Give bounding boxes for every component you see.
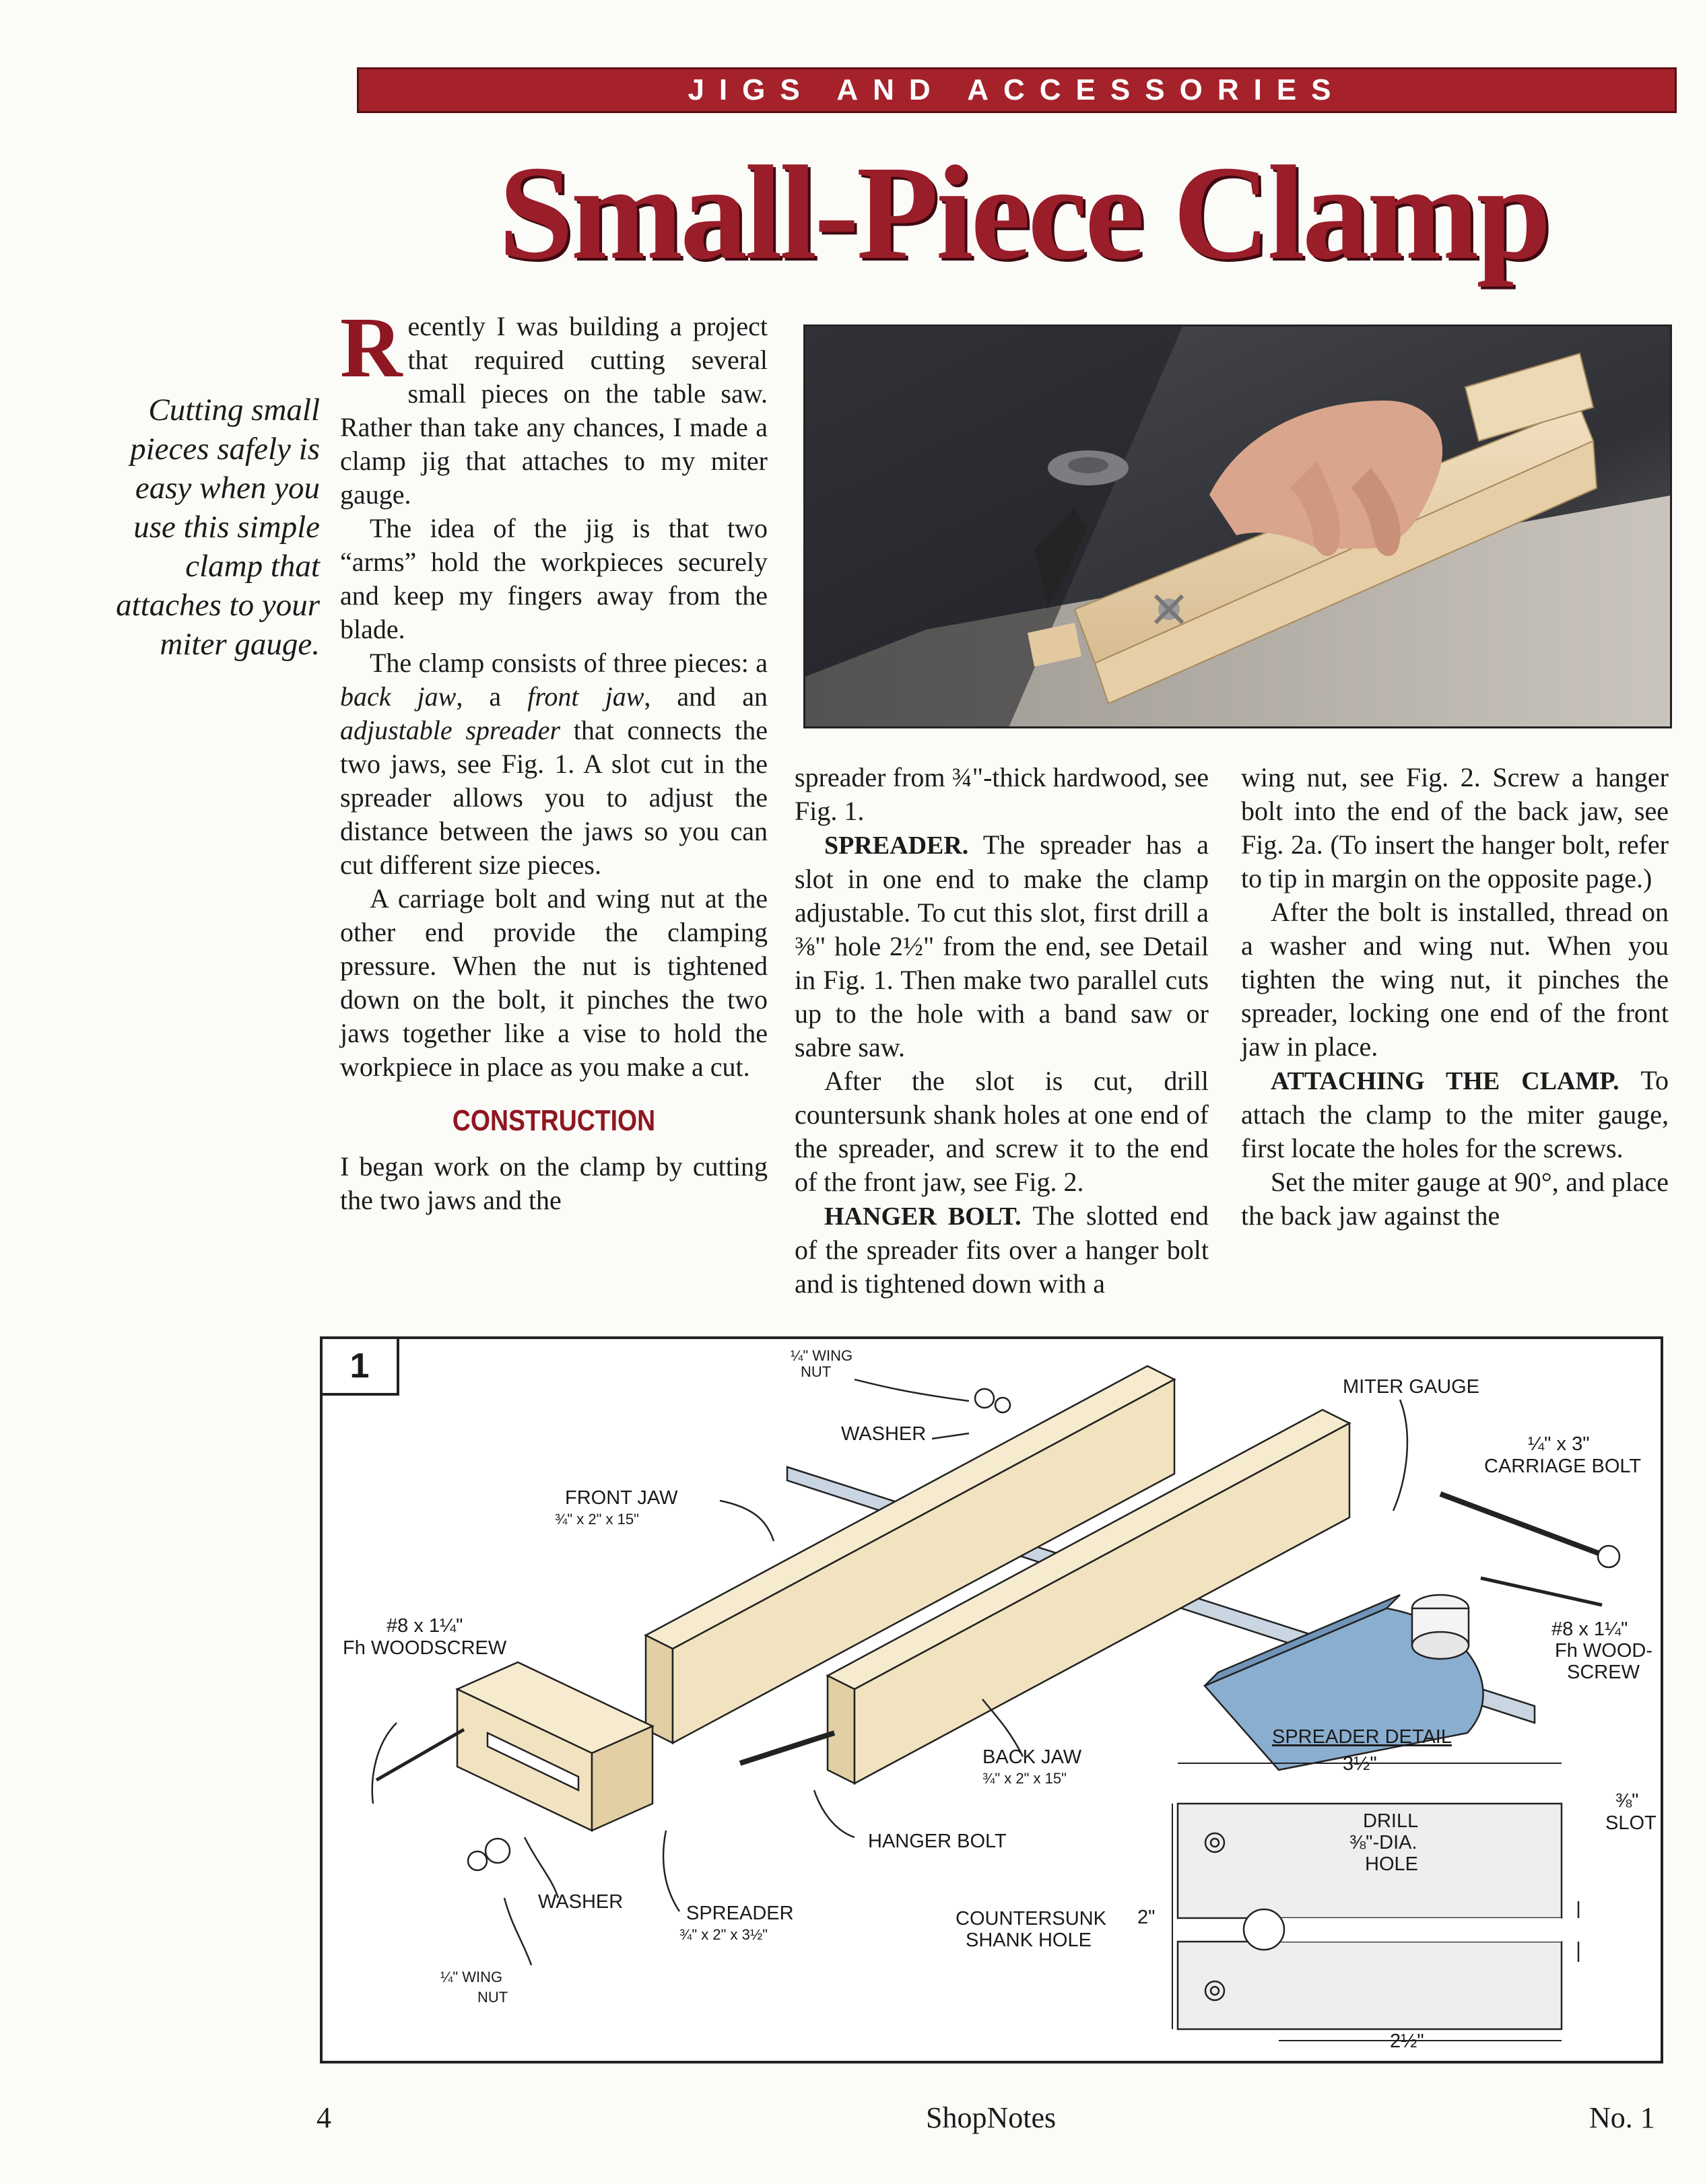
- label-woodscrew-right-3: SCREW: [1567, 1662, 1640, 1683]
- text-run: The slotted end of the spreader fits over a hanger bolt and is tightened down with a: [795, 1200, 1209, 1299]
- paragraph: After the bolt is installed, thread on a washer and wing nut. When you tighten the wing nut, it pinches the spreader, locking one end of the front jaw in place.: [1241, 897, 1669, 1062]
- label-countersunk: COUNTERSUNK: [956, 1908, 1106, 1930]
- exploded-diagram: [323, 1339, 1661, 2061]
- emphasis: front jaw: [527, 681, 644, 712]
- text-run: The clamp consists of three pieces: a: [370, 648, 768, 678]
- label-woodscrew-right-2: Fh WOOD-: [1555, 1640, 1652, 1662]
- label-woodscrew-left: #8 x 1¼": [387, 1615, 463, 1637]
- label-carriage-bolt: CARRIAGE BOLT: [1484, 1456, 1642, 1477]
- label-spreader-detail: SPREADER DETAIL: [1272, 1726, 1452, 1748]
- paragraph: Set the miter gauge at 90°, and place the back jaw against the: [1241, 1167, 1669, 1231]
- text-run: that connects the two jaws, see Fig. 1. A slot cut in the spreader allows you to adjust the distance between the jaws so you can cut different size pieces.: [340, 715, 768, 880]
- label-slot: SLOT: [1605, 1812, 1657, 1834]
- label-drill-hole: HOLE: [1365, 1853, 1418, 1875]
- run-in-heading: SPREADER.: [824, 831, 969, 860]
- section-banner: [357, 67, 1677, 113]
- label-wing-nut-bottom-2: NUT: [477, 1989, 508, 2006]
- label-back-jaw: BACK JAW: [982, 1746, 1082, 1768]
- article-column-1: [340, 300, 768, 1217]
- article-column-3: [1241, 761, 1669, 1233]
- label-spreader-size: ¾" x 2" x 3½": [679, 1926, 768, 1943]
- paragraph: A carriage bolt and wing nut at the other end provide the clamping pressure. When the nut is tightened down on the bolt, it pinches the two jaws together like a vise to hold the workpiece in place as you make a cut.: [340, 883, 768, 1082]
- paragraph: I began work on the clamp by cutting the two jaws and the: [340, 1151, 768, 1215]
- label-wing-nut-top: ¼" WING: [791, 1347, 853, 1364]
- sidebar-caption: Cutting small pieces safely is easy when you use this simple clamp that attaches to your miter gauge.: [116, 393, 320, 662]
- label-washer-bottom: WASHER: [538, 1891, 624, 1913]
- paragraph: [1241, 1064, 1669, 1165]
- label-slot-size: ⅜": [1615, 1790, 1639, 1812]
- label-hanger-bolt: HANGER BOLT: [868, 1831, 1007, 1852]
- label-woodscrew-left-2: Fh WOODSCREW: [343, 1637, 507, 1659]
- label-dim-bottom: 2½": [1390, 2031, 1424, 2052]
- issue-number: No. 1: [1589, 2101, 1655, 2134]
- label-back-jaw-size: ¾" x 2" x 15": [982, 1770, 1067, 1787]
- paragraph: [795, 1199, 1209, 1301]
- label-drill-dia: ⅜"-DIA.: [1349, 1832, 1417, 1853]
- label-dim-top: 3½": [1343, 1753, 1377, 1775]
- photo-illustration: [805, 327, 1672, 728]
- label-carriage-bolt-size: ¼" x 3": [1528, 1433, 1590, 1455]
- section-heading: CONSTRUCTION: [452, 1104, 656, 1137]
- emphasis: back jaw: [340, 681, 457, 712]
- drop-cap: R: [340, 300, 403, 395]
- label-front-jaw: FRONT JAW: [565, 1487, 678, 1509]
- paragraph: [795, 828, 1209, 1064]
- figure-1-exploded-view: [320, 1336, 1663, 2063]
- paragraph: [340, 646, 768, 882]
- run-in-heading: ATTACHING THE CLAMP.: [1271, 1067, 1619, 1095]
- label-wing-nut-bottom: ¼" WING: [440, 1969, 503, 1985]
- label-woodscrew-right: #8 x 1¼": [1551, 1618, 1628, 1640]
- label-spreader: SPREADER: [686, 1903, 794, 1924]
- section-banner-label: JIGS AND ACCESSORIES: [688, 73, 1346, 106]
- label-front-jaw-size: ¾" x 2" x 15": [555, 1511, 639, 1528]
- figure-number: 1: [323, 1339, 399, 1396]
- article-column-2: [795, 761, 1209, 1301]
- emphasis: adjustable spreader: [340, 715, 561, 745]
- page-number: 4: [316, 2101, 331, 2134]
- article-title: Small-Piece Clamp: [498, 139, 1549, 287]
- paragraph-text: ecently I was building a project that required cutting several small pieces on the table saw. Rather than take any chances, I made a clamp jig that attaches to my miter gauge.: [340, 311, 768, 510]
- label-shank-hole: SHANK HOLE: [966, 1930, 1092, 1951]
- photo-clamp-on-saw: [803, 325, 1672, 728]
- label-miter-gauge: MITER GAUGE: [1343, 1376, 1480, 1398]
- label-wing-nut-top-2: NUT: [801, 1363, 832, 1380]
- run-in-heading: HANGER BOLT.: [824, 1202, 1022, 1231]
- paragraph: spreader from ¾"-thick hardwood, see Fig. 1.: [795, 762, 1209, 826]
- text-run: The spreader has a slot in one end to make the clamp adjustable. To cut this slot, first drill a ⅜" hole 2½" from the end, see Detail in Fig. 1. Then make two parallel cuts up to the hole with a band saw or sabre saw.: [795, 829, 1209, 1062]
- paragraph: [340, 300, 768, 512]
- magazine-name: ShopNotes: [926, 2101, 1057, 2134]
- label-dim-height: 2": [1137, 1907, 1156, 1928]
- label-drill: DRILL: [1363, 1810, 1419, 1832]
- label-washer-top: WASHER: [841, 1423, 927, 1445]
- text-run: To attach the clamp to the miter gauge, first locate the holes for the screws.: [1241, 1065, 1669, 1163]
- text-run: , and an: [644, 681, 768, 712]
- paragraph: The idea of the jig is that two “arms” hold the workpieces securely and keep my fingers away from the blade.: [340, 513, 768, 644]
- paragraph: After the slot is cut, drill countersunk shank holes at one end of the spreader, and screw it to the end of the front jaw, see Fig. 2.: [795, 1066, 1209, 1197]
- paragraph: wing nut, see Fig. 2. Screw a hanger bolt into the end of the back jaw, see Fig. 2a. (To insert the hanger bolt, refer to tip in margin on the opposite page.): [1241, 762, 1669, 893]
- text-run: , a: [456, 681, 528, 712]
